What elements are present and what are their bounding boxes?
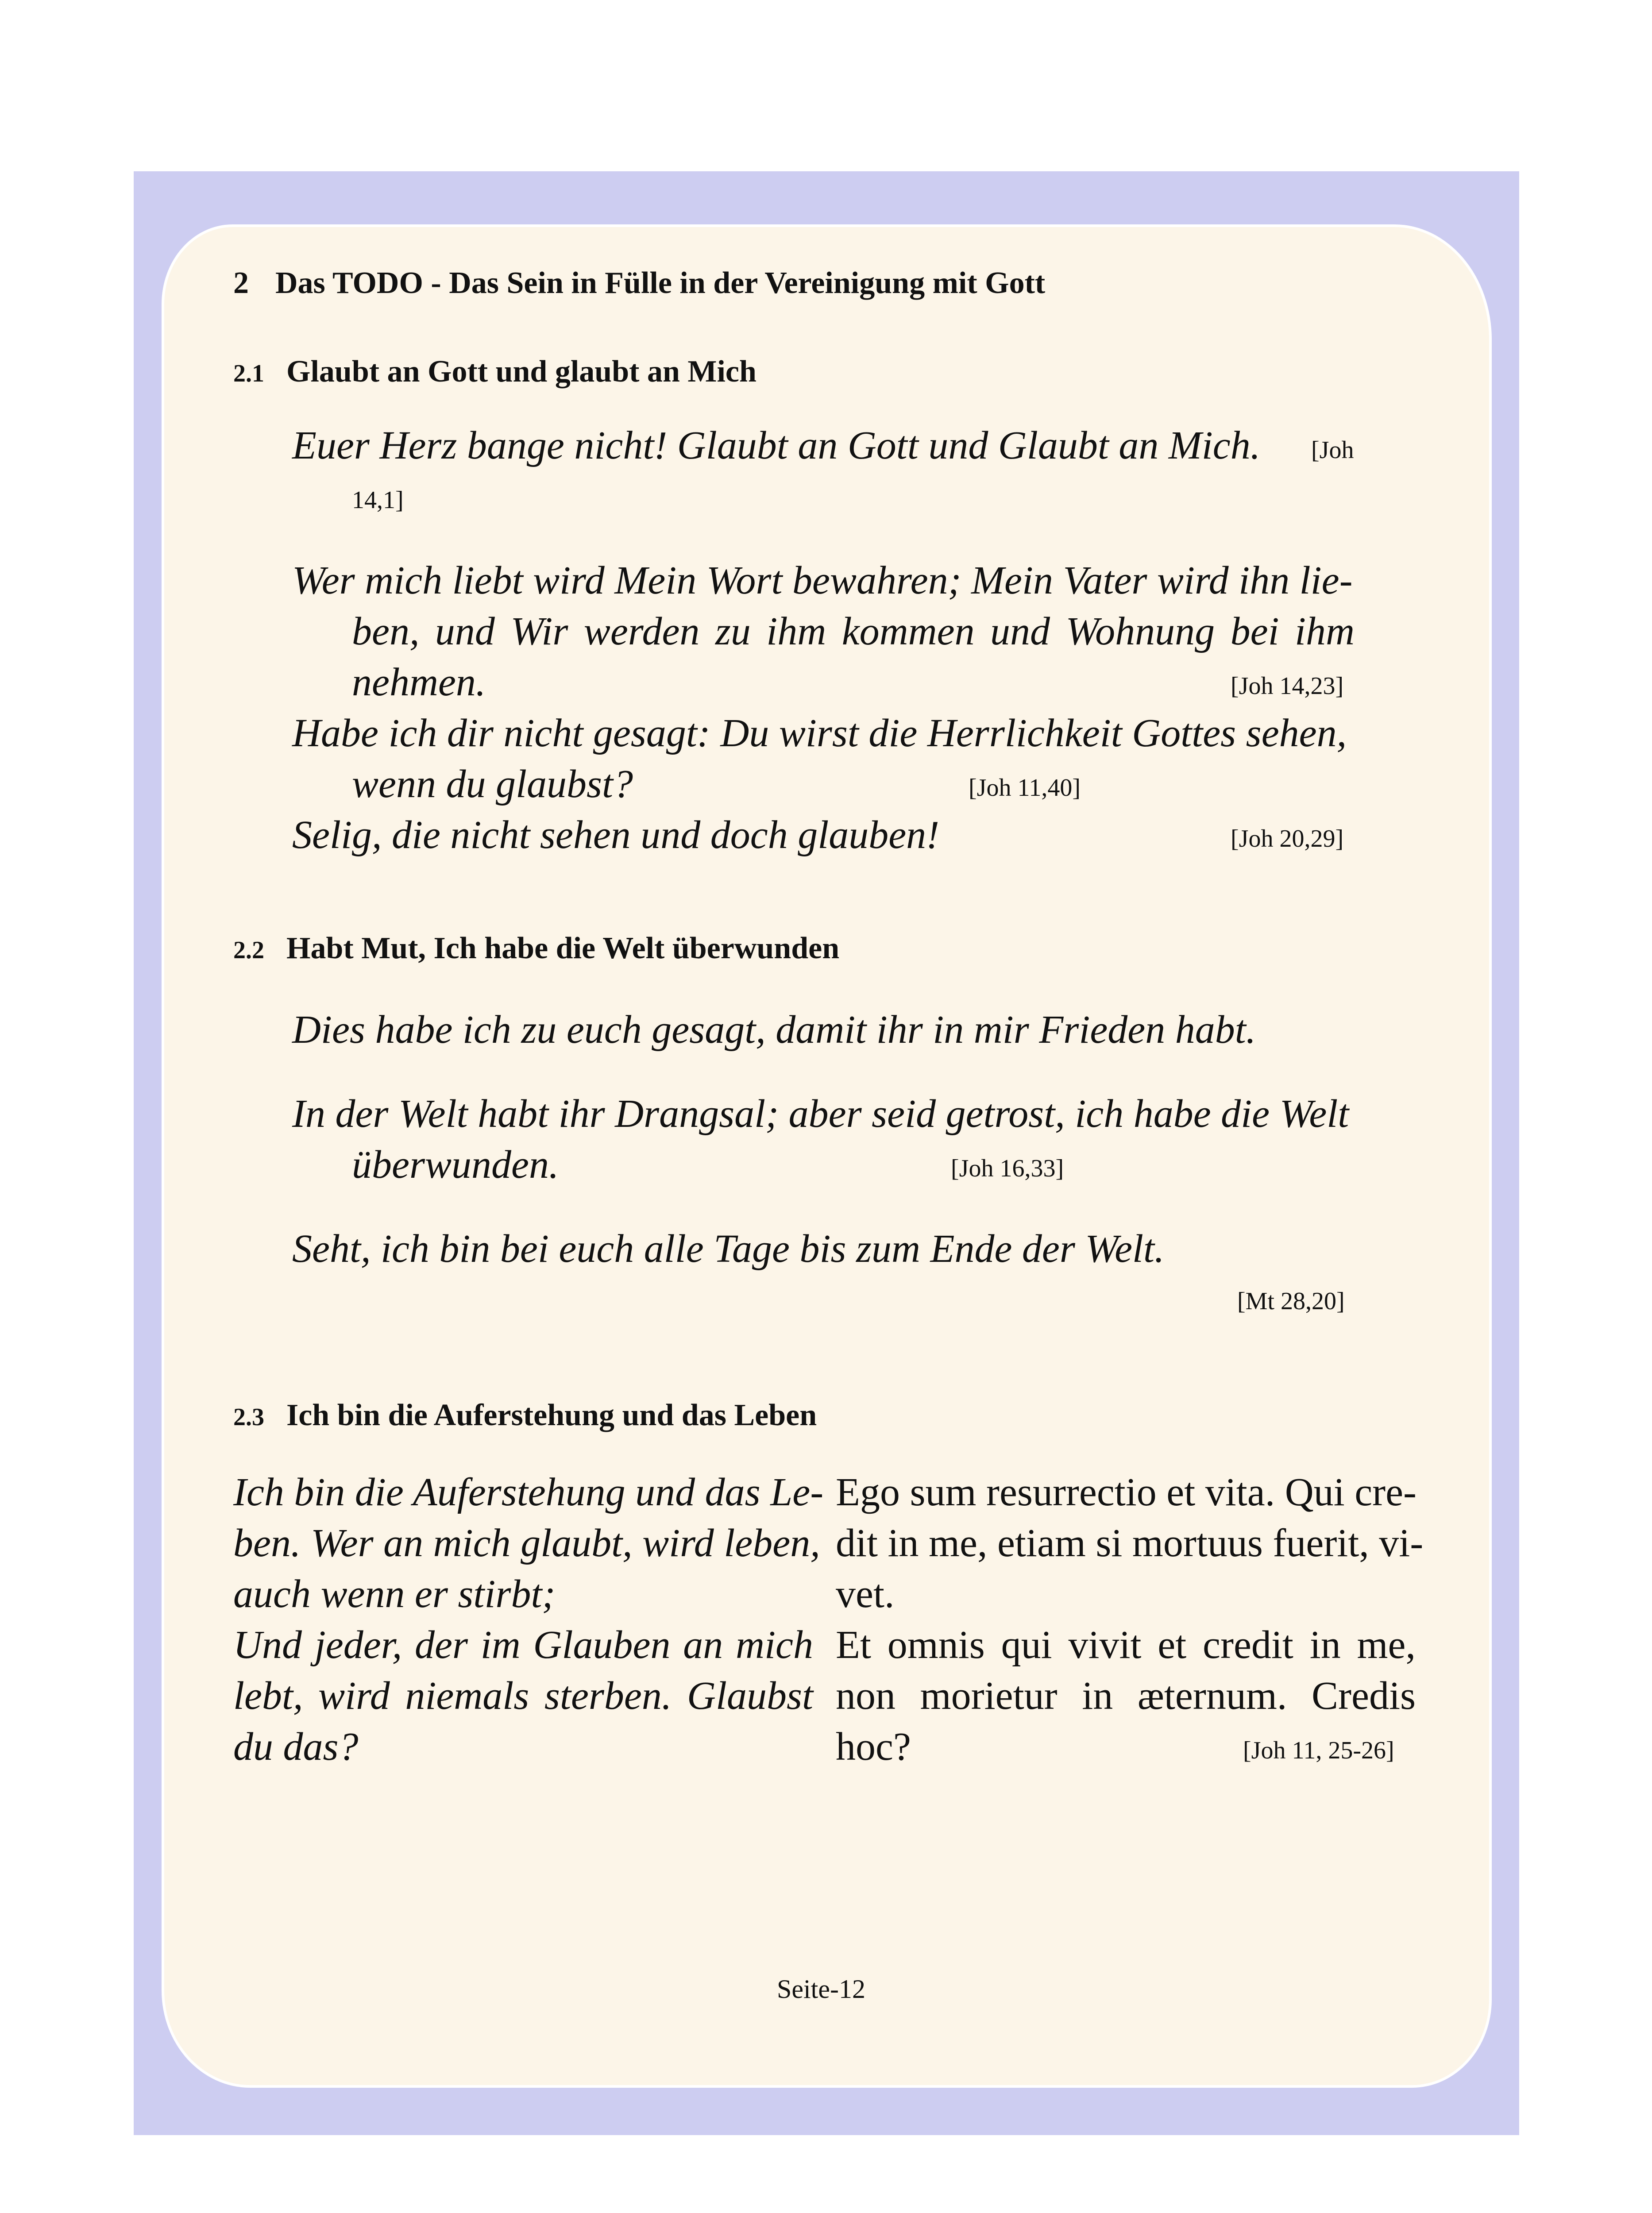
subsection-number: 2.2: [233, 937, 264, 964]
verse-line: ben, und Wir werden zu ihm kommen und Wohnung bei ihm: [352, 609, 1355, 653]
latin-line: non morietur in æternum. Credis: [836, 1674, 1416, 1718]
verse-reference: [Mt 28,20]: [1237, 1288, 1345, 1315]
subsection-heading-2-2: [233, 931, 839, 966]
subsection-number: 2.1: [233, 360, 264, 387]
section-title: Das TODO - Das Sein in Fülle in der Vereinigung mit Gott: [275, 266, 1046, 300]
german-line: ben. Wer an mich glaubt, wird leben,: [233, 1521, 820, 1565]
latin-line: hoc?: [836, 1725, 911, 1769]
subsection-heading-2-1: [233, 354, 757, 389]
verse-line: Selig, die nicht sehen und doch glauben!: [292, 813, 940, 857]
latin-line: Et omnis qui vivit et credit in me,: [836, 1623, 1416, 1667]
verse-line: Habe ich dir nicht gesagt: Du wirst die Herrlichkeit Gottes sehen,: [292, 711, 1347, 755]
verse-line: Dies habe ich zu euch gesagt, damit ihr in mir Frieden habt.: [292, 1008, 1256, 1052]
verse-line: Euer Herz bange nicht! Glaubt an Gott und Glaubt an Mich.: [292, 424, 1261, 467]
german-line: du das?: [233, 1725, 359, 1769]
section-number: 2: [233, 266, 249, 300]
verse-line: wenn du glaubst?: [352, 762, 633, 806]
verse-line: Seht, ich bin bei euch alle Tage bis zum Ende der Welt.: [292, 1227, 1165, 1271]
subsection-title: Habt Mut, Ich habe die Welt überwunden: [286, 931, 840, 965]
verse-line: überwunden.: [352, 1143, 559, 1187]
section-heading: [233, 266, 1045, 301]
verse-reference: [Joh 20,29]: [1231, 825, 1344, 852]
german-line: Und jeder, der im Glauben an mich: [233, 1623, 813, 1667]
latin-line: dit in me, etiam si mortuus fuerit, vi-: [836, 1521, 1424, 1565]
subsection-heading-2-3: [233, 1398, 817, 1433]
subsection-number: 2.3: [233, 1403, 264, 1431]
german-line: auch wenn er stirbt;: [233, 1572, 556, 1616]
latin-line: vet.: [836, 1572, 895, 1616]
verse-line: Wer mich liebt wird Mein Wort bewahren; Mein Vater wird ihn lie-: [292, 559, 1353, 602]
verse-reference: 14,1]: [352, 486, 404, 514]
verse-reference: [Joh 11, 25-26]: [1243, 1737, 1394, 1764]
verse-reference: [Joh 11,40]: [969, 774, 1081, 802]
page-number: Seite-12: [777, 1974, 865, 2004]
latin-line: Ego sum resurrectio et vita. Qui cre-: [836, 1470, 1417, 1514]
verse-reference: [Joh 14,23]: [1231, 672, 1344, 700]
verse-reference: [Joh 16,33]: [951, 1155, 1064, 1182]
german-line: lebt, wird niemals sterben. Glaubst: [233, 1674, 813, 1718]
subsection-title: Glaubt an Gott und glaubt an Mich: [286, 355, 757, 389]
german-line: Ich bin die Auferstehung und das Le-: [233, 1470, 824, 1514]
verse-line: nehmen.: [352, 660, 486, 704]
verse-reference: [Joh: [1311, 436, 1354, 464]
verse-line: In der Welt habt ihr Drangsal; aber seid getrost, ich habe die Welt: [292, 1092, 1349, 1136]
subsection-title: Ich bin die Auferstehung und das Leben: [286, 1398, 817, 1432]
